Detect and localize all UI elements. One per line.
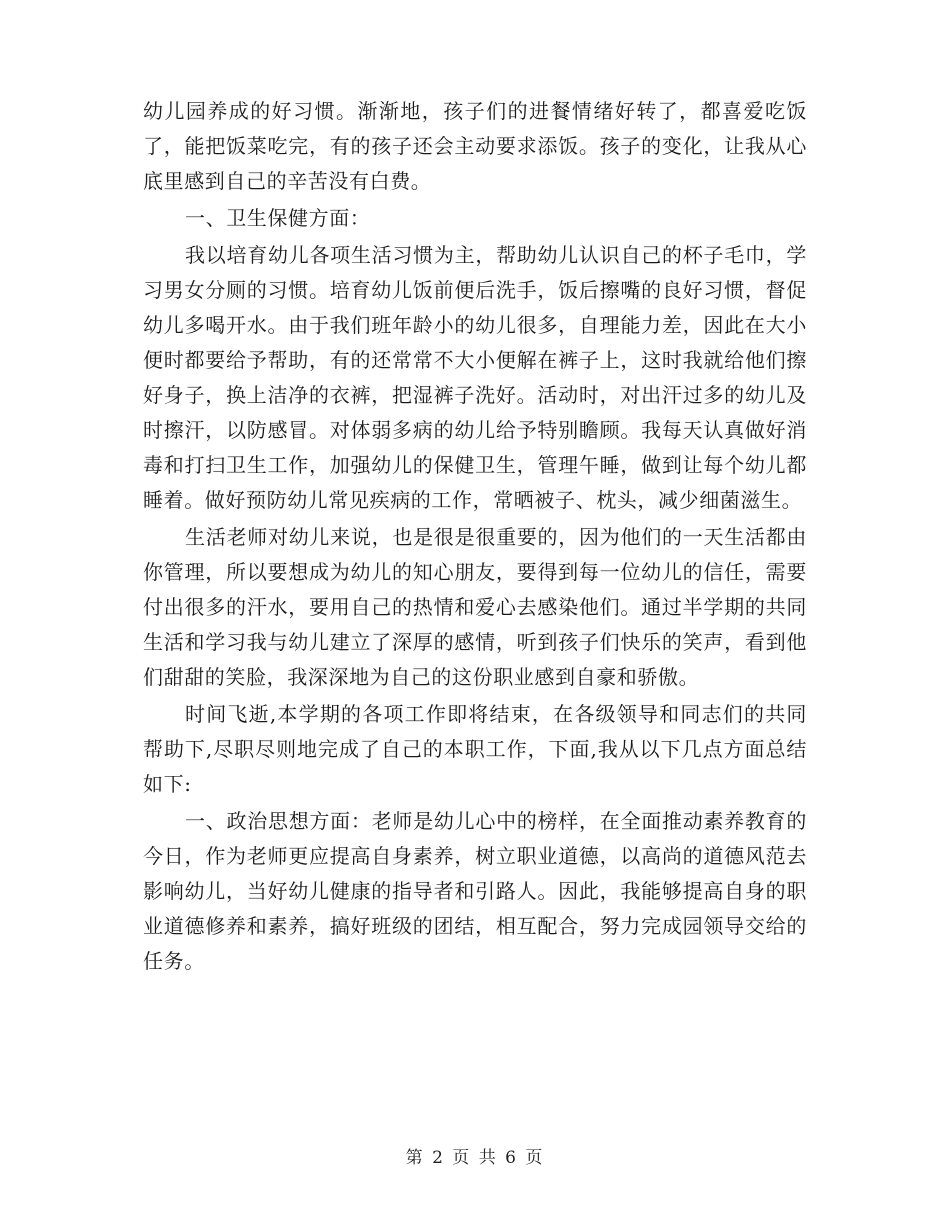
section-heading-hygiene: 一、卫生保健方面：	[185, 206, 371, 230]
paragraph-hygiene: 我以培育幼儿各项生活习惯为主，帮助幼儿认识自己的杯子毛巾，学习男女分厕的习惯。培育幼儿饭前便后洗手，饭后擦嘴的良好习惯，督促幼儿多喝开水。由于我们班年龄小的幼儿很多，自理能力差，因此在大小便时都要给予帮助，有的还常常不大小便解在裤子上，这时我就给他们擦好身子，换上洁净的衣裤，把湿裤子洗好。活动时，对出汗过多的幼儿及时擦汗，以防感冒。对体弱多病的幼儿给予特别瞻顾。我每天认真做好消毒和打扫卫生工作，加强幼儿的保健卫生，管理午睡，做到让每个幼儿都睡着。做好预防幼儿常见疾病的工作，常晒被子、枕头，减少细菌滋生。	[143, 243, 807, 512]
paragraph-political-thought: 一、政治思想方面：老师是幼儿心中的榜样，在全面推动素养教育的今日，作为老师更应提高自身素养，树立职业道德，以高尚的道德风范去影响幼儿，当好幼儿健康的指导者和引路人。因此，我能够提高自身的职业道德修养和素养，搞好班级的团结，相互配合，努力完成园领导交给的任务。	[143, 809, 807, 973]
document-body	[143, 94, 807, 981]
paragraph-life-teacher: 生活老师对幼儿来说，也是很是很重要的，因为他们的一天生活都由你管理，所以要想成为幼儿的知心朋友，要得到每一位幼儿的信任，需要付出很多的汗水，要用自己的热情和爱心去感染他们。通过半学期的共同生活和学习我与幼儿建立了深厚的感情，听到孩子们快乐的笑声，看到他们甜甜的笑脸，我深深地为自己的这份职业感到自豪和骄傲。	[143, 525, 807, 689]
paragraph-continuation: 幼儿园养成的好习惯。渐渐地，孩子们的进餐情绪好转了，都喜爱吃饭了，能把饭菜吃完，有的孩子还会主动要求添饭。孩子的变化，让我从心底里感到自己的辛苦没有白费。	[143, 99, 807, 193]
page-number-footer: 第 2 页 共 6 页	[405, 1148, 545, 1168]
paragraph-summary-intro: 时间飞逝,本学期的各项工作即将结束，在各级领导和同志们的共同帮助下,尽职尽则地完成了自己的本职工作，下面,我从以下几点方面总结如下:	[143, 702, 807, 796]
